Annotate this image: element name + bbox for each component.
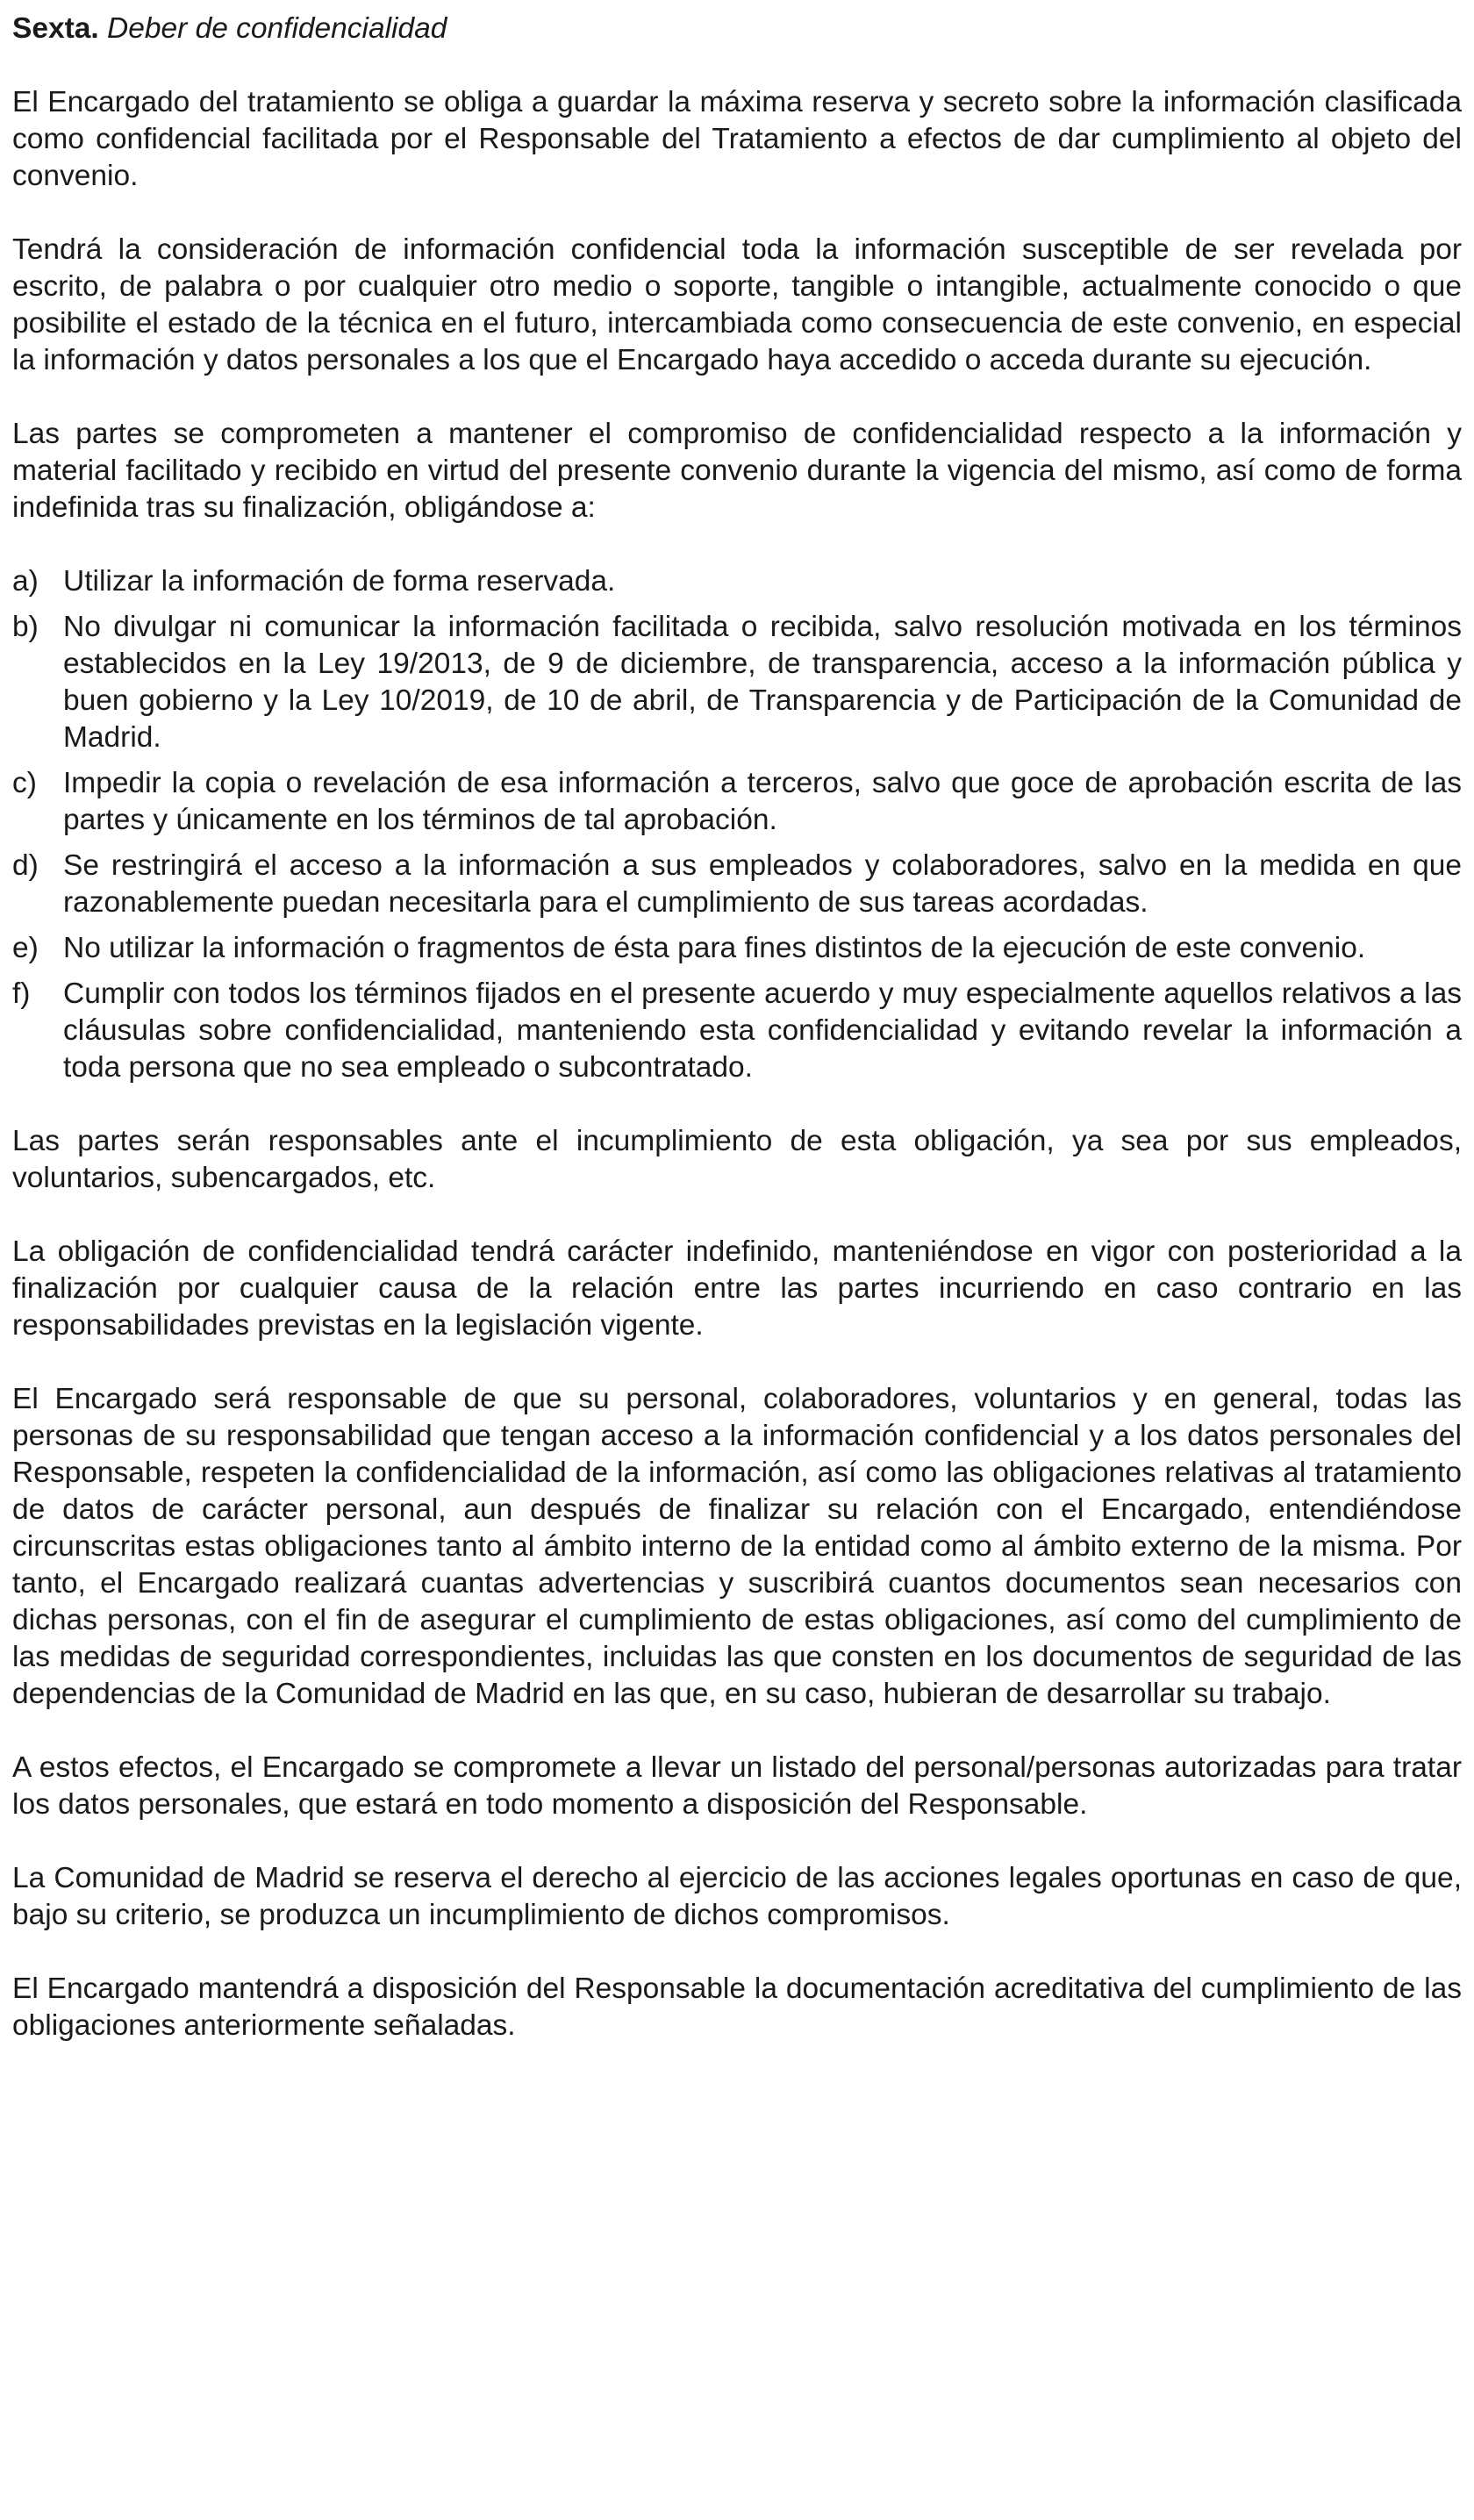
list-item (12, 930, 1462, 967)
paragraph-legal-actions: La Comunidad de Madrid se reserva el derecho al ejercicio de las acciones legales oportunas en caso de que, bajo su criterio, se produzca un incumplimiento de dichos compromisos. (12, 1862, 1462, 1931)
document-page (12, 11, 1462, 2081)
list-item-text: Impedir la copia o revelación de esa información a terceros, salvo que goce de aprobación escrita de las partes y únicamente en los términos de tal aprobación. (63, 767, 1462, 836)
paragraph-obligation: El Encargado del tratamiento se obliga a guardar la máxima reserva y secreto sobre la información clasificada como confidencial facilitada por el Responsable del Tratamiento a efectos de dar cumplimiento al objeto del convenio. (12, 86, 1462, 192)
paragraph-indefinite: La obligación de confidencialidad tendrá carácter indefinido, manteniéndose en vigor con posterioridad a la finalización por cualquier causa de la relación entre las partes incurriendo en caso contrario en las responsabilidades previstas en la legislación vigente. (12, 1235, 1462, 1342)
list-item (12, 848, 1462, 921)
list-marker: a) (12, 565, 39, 598)
list-marker: f) (12, 977, 31, 1010)
paragraph-responsibility: Las partes serán responsables ante el incumplimiento de esta obligación, ya sea por sus empleados, voluntarios, subencargados, etc. (12, 1125, 1462, 1194)
list-marker: b) (12, 611, 39, 643)
list-item (12, 765, 1462, 839)
paragraph-documentation: El Encargado mantendrá a disposición del Responsable la documentación acreditativa del cumplimiento de las obligaciones anteriormente señaladas. (12, 1972, 1462, 2042)
list-item (12, 976, 1462, 1086)
paragraph-personnel: El Encargado será responsable de que su personal, colaboradores, voluntarios y en general, todas las personas de su responsabilidad que tengan acceso a la información confidencial y a los datos personales del Responsable, respeten la confidencialidad de la información, así como las obligaciones relativas al tratamiento de datos de carácter personal, aun después de finalizar su relación con el Encargado, entendiéndose circunscritas estas obligaciones tanto al ámbito interno de la entidad como al ámbito externo de la misma. Por tanto, el Encargado realizará cuantas advertencias y suscribirá cuantos documentos sean necesarios con dichas personas, con el fin de asegurar el cumplimiento de estas obligaciones, así como del cumplimiento de las medidas de seguridad correspondientes, incluidas las que consten en los documentos de seguridad de las dependencias de la Comunidad de Madrid en las que, en su caso, hubieran de desarrollar su trabajo. (12, 1383, 1462, 1710)
list-marker: d) (12, 849, 39, 882)
list-item (12, 609, 1462, 756)
paragraph-commitment: Las partes se comprometen a mantener el compromiso de confidencialidad respecto a la información y material facilitado y recibido en virtud del presente convenio durante la vigencia del mismo, así como de forma indefinida tras su finalización, obligándose a: (12, 418, 1462, 524)
paragraph-listing: A estos efectos, el Encargado se compromete a llevar un listado del personal/personas autorizadas para tratar los datos personales, que estará en todo momento a disposición del Responsable. (12, 1751, 1462, 1821)
clause-number: Sexta. (12, 12, 99, 45)
list-item (12, 563, 1462, 600)
list-item-text: No divulgar ni comunicar la información facilitada o recibida, salvo resolución motivada en los términos establecidos en la Ley 19/2013, de 9 de diciembre, de transparencia, acceso a la información pública y buen gobierno y la Ley 10/2019, de 10 de abril, de Transparencia y de Participación de la Comunidad de Madrid. (63, 611, 1462, 754)
list-item-text: No utilizar la información o fragmentos de ésta para fines distintos de la ejecución de este convenio. (63, 932, 1366, 964)
obligations-list (12, 563, 1462, 1086)
list-item-text: Se restringirá el acceso a la información a sus empleados y colaboradores, salvo en la medida en que razonablemente puedan necesitarla para el cumplimiento de sus tareas acordadas. (63, 849, 1462, 919)
list-item-text: Utilizar la información de forma reservada. (63, 565, 616, 598)
paragraph-definition: Tendrá la consideración de información confidencial toda la información susceptible de ser revelada por escrito, de palabra o por cualquier otro medio o soporte, tangible o intangible, actualmente conocido o que posibilite el estado de la técnica en el futuro, intercambiada como consecuencia de este convenio, en especial la información y datos personales a los que el Encargado haya accedido o acceda durante su ejecución. (12, 233, 1462, 376)
clause-heading (12, 11, 1462, 47)
list-marker: e) (12, 932, 39, 964)
list-marker: c) (12, 767, 37, 799)
list-item-text: Cumplir con todos los términos fijados en el presente acuerdo y muy especialmente aquellos relativos a las cláusulas sobre confidencialidad, manteniendo esta confidencialidad y evitando revelar la información a toda persona que no sea empleado o subcontratado. (63, 977, 1462, 1084)
clause-title: Deber de confidencialidad (107, 12, 447, 45)
